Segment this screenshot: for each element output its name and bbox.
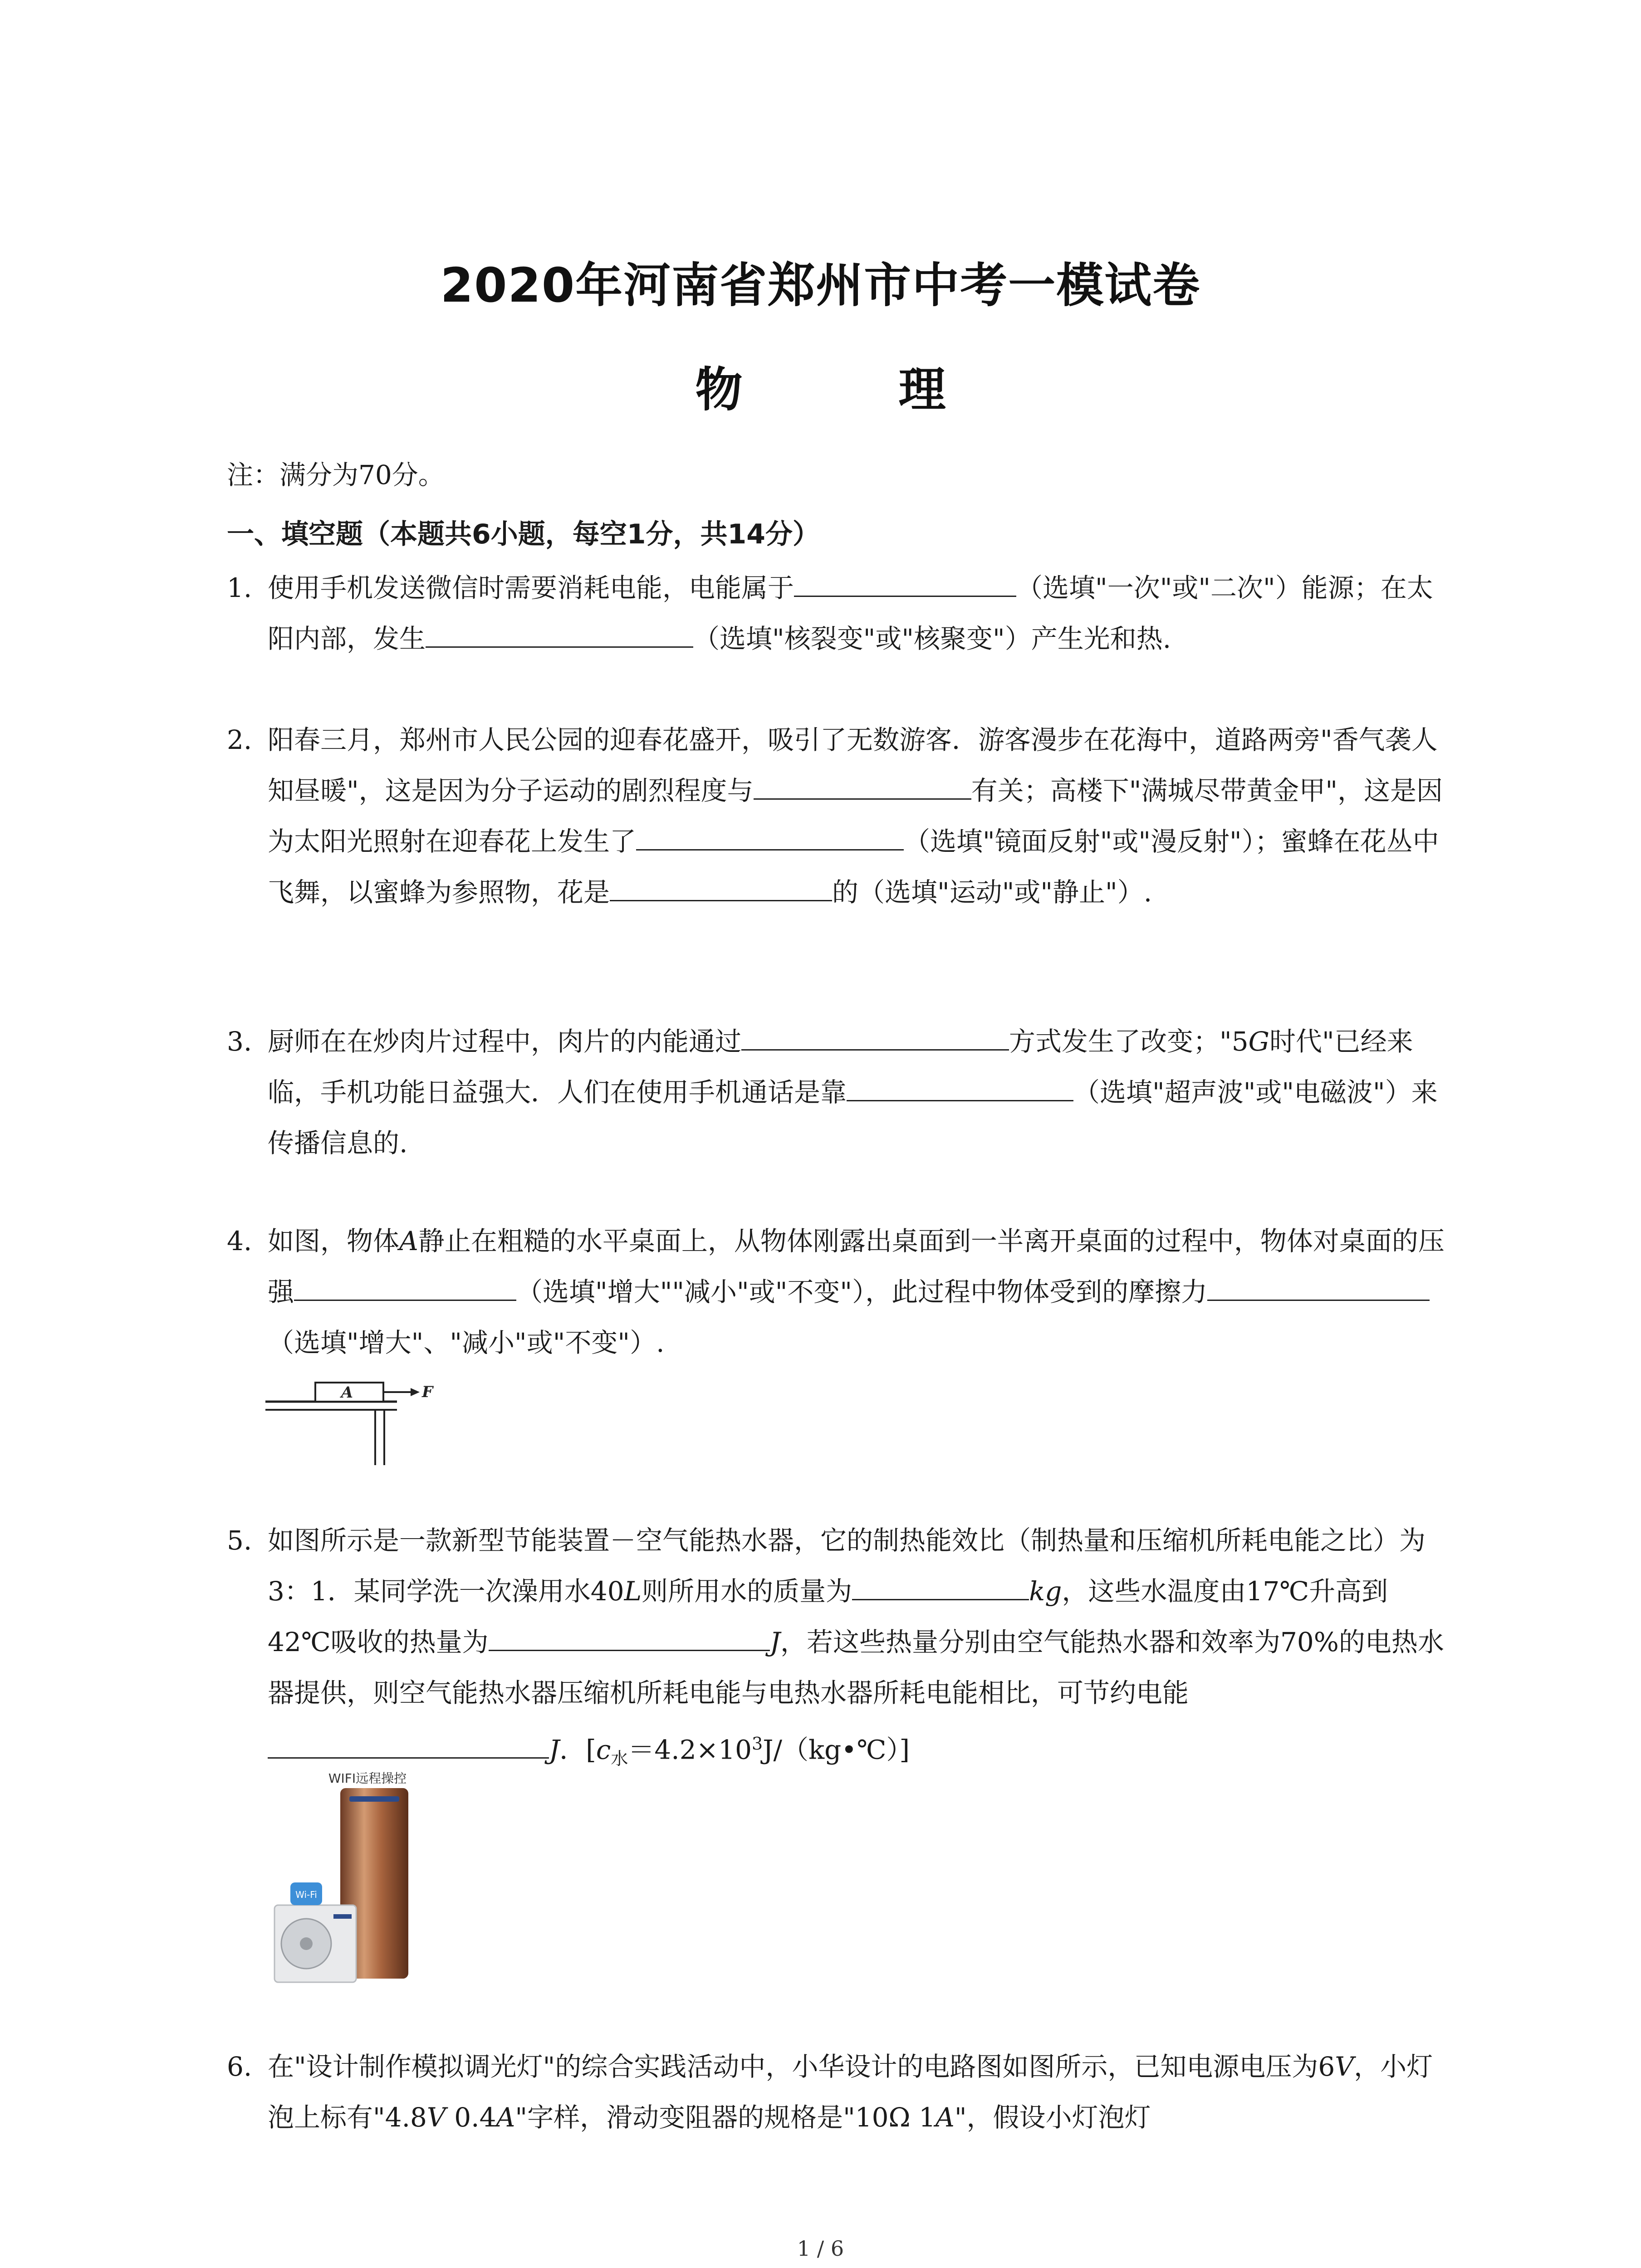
question-text: 则所用水的质量为 [642, 1576, 852, 1607]
answer-blank[interactable] [636, 823, 904, 850]
question-text: 方式发生了改变；"5 [1009, 1026, 1249, 1057]
question-text: （选填"超声波"或"电磁波"）来传播信息的. [268, 1077, 1438, 1158]
question-text: 厨师在在炒肉片过程中，肉片的内能通过 [268, 1026, 742, 1057]
question-1 [227, 562, 1452, 664]
superscript-exponent: 3 [752, 1734, 763, 1754]
question-text: 如图所示是一款新型节能装置－空气能热水器，它的制热能效比（制热量和压缩机所耗电能之比）为3：1．某同学洗一次澡用水40 [268, 1525, 1426, 1607]
italic-symbol: A [399, 1226, 418, 1256]
section-heading-fill-in: 一、填空题（本题共6小题，每空1分，共14分） [227, 518, 820, 550]
question-text: （选填"增大"、"减小"或"不变"）. [268, 1327, 665, 1358]
question-text: ，小灯泡上标有"4.8 [268, 2051, 1433, 2133]
question-text: "字样，滑动变阻器的规格是"10Ω 1 [515, 2102, 936, 2133]
answer-blank[interactable] [610, 874, 714, 901]
page-number: 1 / 6 [797, 2236, 844, 2261]
unit-kg: kg [1029, 1576, 1062, 1607]
italic-symbol: G [1248, 1026, 1269, 1057]
question-number: 4. [227, 1226, 252, 1256]
italic-symbol: A [496, 2102, 515, 2133]
block-a-label: A [341, 1383, 353, 1402]
answer-blank[interactable] [1207, 1273, 1430, 1301]
answer-blank[interactable] [847, 1074, 1073, 1101]
question-text: "，假设小灯泡灯 [954, 2102, 1151, 2133]
italic-symbol: V [1335, 2051, 1354, 2082]
question-text: 如图，物体 [268, 1226, 400, 1256]
question-number: 3. [227, 1026, 252, 1057]
answer-blank[interactable] [294, 1273, 516, 1301]
question-text: 0.4 [446, 2102, 496, 2133]
subject-title: 物 理 [695, 362, 1000, 417]
question-number: 5. [227, 1525, 252, 1556]
question-text: 的（选填"运动"或"静止"）. [832, 877, 1152, 908]
wifi-icon [290, 1882, 322, 1905]
question-5 [227, 1515, 1452, 1784]
air-water-heater-figure [270, 1769, 442, 1991]
question-text: 使用手机发送微信时需要消耗电能，电能属于 [268, 572, 794, 603]
question-text: 在"设计制作模拟调光灯"的综合实践活动中，小华设计的电路图如图所示，已知电源电压为6 [268, 2051, 1335, 2082]
score-note: 注：满分为70分。 [227, 459, 445, 490]
force-f-label: F [422, 1383, 433, 1401]
question-text: 有关；高楼下"满城尽带黄金甲"，这是因为太阳光照射在迎春花上发生了 [268, 775, 1443, 857]
question-number: 1. [227, 572, 252, 603]
italic-symbol: A [935, 2102, 955, 2133]
question-text: （选填"镜面反射"或"漫反射"）；蜜蜂在花丛中飞舞，以蜜蜂为参照物，花是 [268, 826, 1439, 908]
question-4 [227, 1216, 1452, 1368]
question-text: ．[ [559, 1734, 596, 1765]
subscript-water: 水 [611, 1748, 628, 1769]
answer-blank[interactable] [714, 874, 832, 901]
specific-heat-symbol: c [596, 1734, 611, 1765]
unit-joule: J [769, 1627, 780, 1657]
question-2 [227, 714, 1452, 918]
question-text: 时代"已经来临，手机功能日益强大．人们在使用手机通话是靠 [268, 1026, 1413, 1108]
answer-blank[interactable] [268, 1731, 549, 1759]
question-text: 静止在粗糙的水平桌面上，从物体刚露出桌面到一半离开桌面的过程中，物体对桌面的压强 [268, 1226, 1445, 1307]
question-text: J/（kg•℃）] [763, 1734, 910, 1765]
answer-blank[interactable] [794, 569, 1016, 597]
exam-title: 2020年河南省郑州市中考一模试卷 [440, 258, 1201, 313]
question-number: 6. [227, 2051, 252, 2082]
wifi-remote-label: WIFI远程操控 [328, 1771, 407, 1786]
question-number: 2. [227, 724, 252, 755]
svg-text:Wi-Fi: Wi-Fi [295, 1889, 317, 1900]
answer-blank[interactable] [741, 1023, 1009, 1051]
question-6 [227, 2041, 1452, 2143]
question-text: （选填"增大""减小"或"不变"），此过程中物体受到的摩擦力 [516, 1276, 1208, 1307]
answer-blank[interactable] [489, 1623, 770, 1651]
question-3 [227, 1016, 1452, 1168]
unit-joule: J [549, 1734, 560, 1765]
italic-symbol: V [426, 2102, 446, 2133]
answer-blank[interactable] [426, 620, 693, 648]
question-text: 阳春三月，郑州市人民公园的迎春花盛开，吸引了无数游客．游客漫步在花海中，道路两旁"香气袭人知昼暖"，这是因为分子运动的剧烈程度与 [268, 724, 1438, 806]
question-text: （选填"一次"或"二次"）能源；在太阳内部，发生 [268, 572, 1433, 654]
question-text: ，若这些热量分别由空气能热水器和效率为70%的电热水器提供，则空气能热水器压缩机所耗电能与电热水器所耗电能相比，可节约电能 [268, 1627, 1444, 1708]
question-text: ，这些水温度由17℃升高到42℃吸收的热量为 [268, 1576, 1388, 1657]
italic-symbol: L [624, 1576, 642, 1607]
table-block-figure [265, 1374, 438, 1465]
answer-blank[interactable] [754, 772, 971, 800]
question-text: （选填"核裂变"或"核聚变"）产生光和热. [693, 623, 1171, 654]
answer-blank[interactable] [852, 1573, 1029, 1600]
question-text: ＝4.2×10 [628, 1734, 752, 1765]
